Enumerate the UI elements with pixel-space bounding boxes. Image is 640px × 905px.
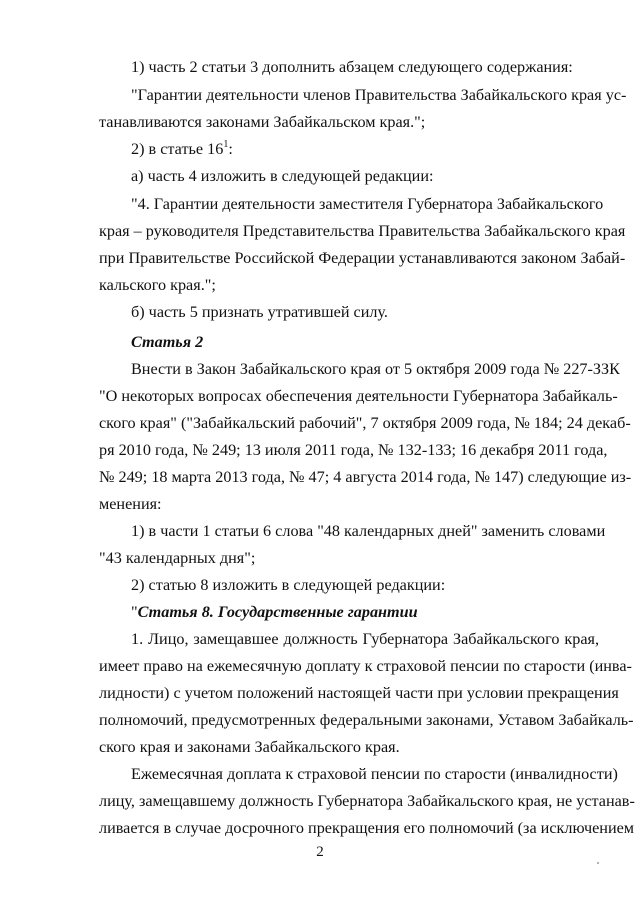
text-line: при Правительстве Российской Федерации устанавливаются законом Забай- xyxy=(99,249,626,267)
text-line: ливается в случае досрочного прекращения его полномочий (за исключением xyxy=(99,819,635,837)
text-line: 2) статью 8 изложить в следующей редакции: xyxy=(131,576,446,594)
text-line: ского края" ("Забайкальский рабочий", 7 октября 2009 года, № 184; 24 декаб- xyxy=(99,414,631,432)
text-line: танавливаются законами Забайкальском края."; xyxy=(99,113,426,131)
text-line: ского края и законами Забайкальского края. xyxy=(99,738,400,756)
text-line: лицу, замещавшему должность Губернатора Забайкальского края, не устанав- xyxy=(99,792,635,810)
text-line: 1) в части 1 статьи 6 слова "48 календарных дней" заменить словами xyxy=(131,522,606,540)
text-line: 1) часть 2 статьи 3 дополнить абзацем следующего содержания: xyxy=(131,58,573,76)
text-line: лидности) с учетом положений настоящей части при условии прекращения xyxy=(99,684,619,702)
opening-quote: " xyxy=(131,603,138,621)
text-line: "Гарантии деятельности членов Правительства Забайкальского края ус- xyxy=(131,86,627,104)
page-number: 2 xyxy=(316,844,324,860)
text-line: Ежемесячная доплата к страховой пенсии по старости (инвалидности) xyxy=(131,765,618,783)
text-line: а) часть 4 изложить в следующей редакции: xyxy=(131,167,434,185)
article-heading-line xyxy=(131,602,599,622)
article-heading: Статья 2 xyxy=(131,333,204,351)
text-fragment: : xyxy=(228,140,233,158)
text-line: "О некоторых вопросах обеспечения деятельности Губернатора Забайкаль- xyxy=(99,387,618,405)
text-line: полномочий, предусмотренных федеральными законами, Уставом Забайкаль- xyxy=(99,711,634,729)
article-heading: Статья 8. Государственные гарантии xyxy=(137,603,418,621)
text-line: 1. Лицо, замещавшее должность Губернатора Забайкальского края, xyxy=(131,630,599,648)
text-line: б) часть 5 признать утратившей силу. xyxy=(131,303,388,321)
text-line: № 249; 18 марта 2013 года, № 47; 4 августа 2014 года, № 147) следующие из- xyxy=(99,468,632,486)
text-fragment: 2) в статье 16 xyxy=(131,140,224,158)
text-line: Внести в Закон Забайкальского края от 5 октября 2009 года № 227-ЗЗК xyxy=(131,360,620,378)
text-line: ря 2010 года, № 249; 13 июля 2011 года, № 132-133; 16 декабря 2011 года, xyxy=(99,441,608,459)
text-line: кальского края."; xyxy=(99,276,216,294)
text-line xyxy=(131,139,599,159)
superscript: 1 xyxy=(223,139,229,150)
text-line: "4. Гарантии деятельности заместителя Губернатора Забайкальского xyxy=(131,195,604,213)
text-line: края – руководителя Представительства Правительства Забайкальского края xyxy=(99,222,626,240)
text-line: менения: xyxy=(99,495,162,513)
scan-speck xyxy=(597,862,599,864)
text-line: "43 календарных дня"; xyxy=(99,549,256,567)
text-line: имеет право на ежемесячную доплату к страховой пенсии по старости (инва- xyxy=(99,657,632,675)
